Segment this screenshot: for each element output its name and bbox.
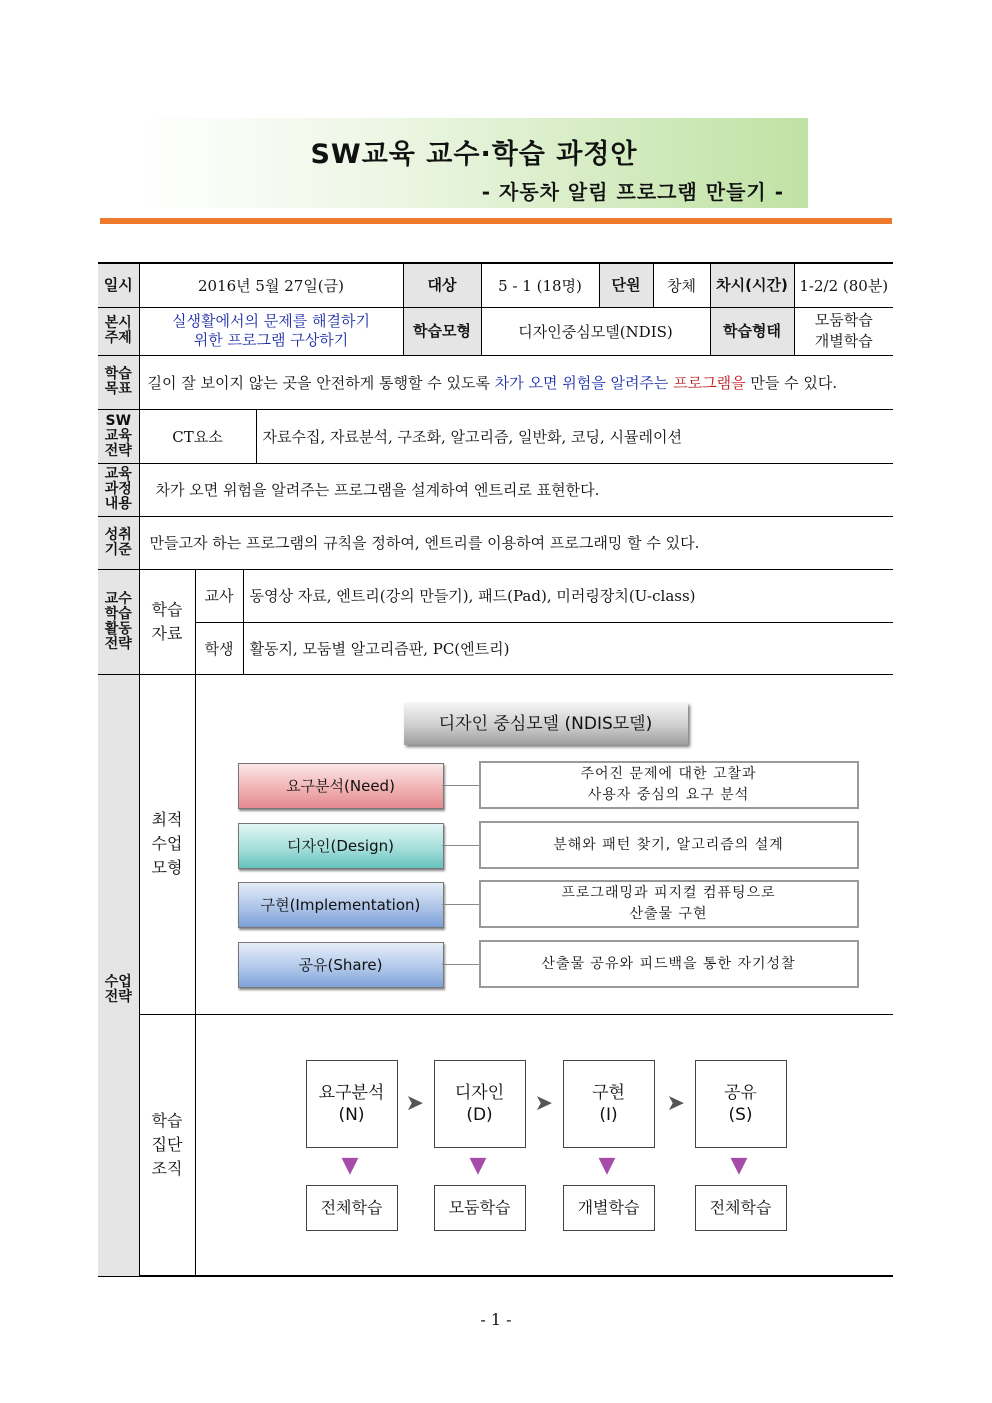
flow-step-share: 공유 (S) bbox=[695, 1060, 787, 1148]
group-type-design: 모둠학습 bbox=[434, 1185, 526, 1231]
teacher-label: 교사 bbox=[195, 569, 243, 622]
group-type-implementation: 개별학습 bbox=[563, 1185, 655, 1231]
period-value: 1-2/2 (80분) bbox=[794, 263, 893, 307]
down-arrow-icon: ▼ bbox=[469, 1152, 487, 1178]
goal-label: 학습 목표 bbox=[98, 355, 139, 409]
teacher-materials: 동영상 자료, 엔트리(강의 만들기), 패드(Pad), 미러링장치(U-class) bbox=[243, 569, 893, 622]
lesson-model-row bbox=[98, 674, 893, 1014]
ndis-title: 디자인 중심모델 (NDIS모델) bbox=[404, 703, 688, 745]
ct-label: CT요소 bbox=[139, 409, 256, 463]
topic-label: 본시 주제 bbox=[98, 307, 139, 355]
criteria-text: 만들고자 하는 프로그램의 규칙을 정하여, 엔트리를 이용하여 프로그래밍 할 수 있다. bbox=[139, 516, 893, 569]
flow-step-need: 요구분석 (N) bbox=[306, 1060, 398, 1148]
goal-text-blue: 차가 오면 위험을 알려주는 bbox=[494, 373, 669, 392]
curriculum-label: 교육 과정 내용 bbox=[98, 463, 139, 516]
learning-group-row bbox=[98, 1014, 893, 1276]
desc-implementation-line-2: 산출물 구현 bbox=[629, 906, 708, 922]
model-label: 학습모형 bbox=[403, 307, 481, 355]
unit-label: 단원 bbox=[599, 263, 653, 307]
ndis-diagram bbox=[196, 675, 894, 1013]
desc-share bbox=[479, 940, 859, 988]
flow-step-implementation: 구현 (I) bbox=[563, 1060, 655, 1148]
right-arrow-icon: ➤ bbox=[666, 1090, 685, 1116]
stage-share: 공유(Share) bbox=[238, 942, 444, 988]
right-arrow-icon: ➤ bbox=[534, 1090, 553, 1116]
desc-need bbox=[479, 761, 859, 809]
desc-share-line-1: 산출물 공유와 피드백을 통한 자기성찰 bbox=[541, 955, 796, 972]
down-arrow-icon: ▼ bbox=[341, 1152, 359, 1178]
sw-strategy-row bbox=[98, 409, 893, 463]
curriculum-row bbox=[98, 463, 893, 516]
topic-value bbox=[139, 307, 403, 355]
unit-value: 창체 bbox=[653, 263, 710, 307]
desc-design-line-1: 분해와 패턴 찾기, 알고리즘의 설계 bbox=[553, 836, 784, 853]
stage-implementation: 구현(Implementation) bbox=[238, 882, 444, 928]
target-value: 5 - 1 (18명) bbox=[481, 263, 599, 307]
form-label: 학습형태 bbox=[710, 307, 794, 355]
curriculum-text: 차가 오면 위험을 알려주는 프로그램을 설계하여 엔트리로 표현한다. bbox=[139, 463, 893, 516]
desc-need-line-1: 주어진 문제에 대한 고찰과 bbox=[580, 766, 757, 782]
sw-strategy-label: SW 교육 전략 bbox=[98, 409, 139, 463]
group-flow-diagram bbox=[196, 1015, 894, 1275]
desc-design bbox=[479, 821, 859, 869]
flow-step-design: 디자인 (D) bbox=[434, 1060, 526, 1148]
ct-value: 자료수집, 자료분석, 구조화, 알고리즘, 일반화, 코딩, 시뮬레이션 bbox=[256, 409, 893, 463]
materials-sublabel: 학습 자료 bbox=[139, 569, 195, 674]
form-value bbox=[794, 307, 893, 355]
ndis-diagram-cell bbox=[195, 674, 893, 1014]
model-sublabel: 최적 수업 모형 bbox=[139, 674, 195, 1014]
right-arrow-icon: ➤ bbox=[405, 1090, 424, 1116]
document-title: SW교육 교수·학습 과정안 bbox=[310, 139, 638, 170]
goal-row bbox=[98, 355, 893, 409]
desc-need-line-2: 사용자 중심의 요구 분석 bbox=[587, 787, 750, 803]
connector-design bbox=[442, 845, 479, 846]
materials-teacher-row bbox=[98, 569, 893, 622]
info-row bbox=[98, 263, 893, 307]
group-type-share: 전체학습 bbox=[695, 1185, 787, 1231]
group-type-need: 전체학습 bbox=[306, 1185, 398, 1231]
desc-implementation bbox=[479, 880, 859, 928]
stage-design: 디자인(Design) bbox=[238, 823, 444, 869]
materials-student-row bbox=[98, 622, 893, 674]
connector-need bbox=[442, 785, 479, 786]
group-flow-cell bbox=[195, 1014, 893, 1276]
materials-label: 교수 학습 활동 전략 bbox=[98, 569, 139, 674]
goal-text bbox=[139, 355, 893, 409]
student-materials: 활동지, 모둠별 알고리즘판, PC(엔트리) bbox=[243, 622, 893, 674]
student-label: 학생 bbox=[195, 622, 243, 674]
header-divider bbox=[100, 218, 892, 224]
group-sublabel: 학습 집단 조직 bbox=[139, 1014, 195, 1276]
document-subtitle: - 자동차 알림 프로그램 만들기 - bbox=[481, 180, 784, 204]
topic-line-2: 위한 프로그램 구상하기 bbox=[193, 331, 349, 349]
title-banner bbox=[140, 118, 808, 208]
period-label: 차시(시간) bbox=[710, 263, 794, 307]
connector-share bbox=[442, 964, 479, 965]
date-label: 일시 bbox=[98, 263, 139, 307]
down-arrow-icon: ▼ bbox=[730, 1152, 748, 1178]
stage-need: 요구분석(Need) bbox=[238, 763, 444, 809]
goal-text-red: 프로그램을 bbox=[673, 373, 746, 392]
form-line-2: 개별학습 bbox=[814, 332, 873, 350]
form-line-1: 모둠학습 bbox=[814, 311, 873, 329]
goal-text-end: 만들 수 있다. bbox=[745, 373, 838, 392]
desc-implementation-line-1: 프로그래밍과 피지컬 컴퓨팅으로 bbox=[561, 885, 776, 901]
target-label: 대상 bbox=[403, 263, 481, 307]
date-value: 2016년 5월 27일(금) bbox=[139, 263, 403, 307]
lesson-plan-table bbox=[98, 262, 893, 1277]
criteria-row bbox=[98, 516, 893, 569]
topic-row bbox=[98, 307, 893, 355]
topic-line-1: 실생활에서의 문제를 해결하기 bbox=[172, 312, 370, 330]
goal-text-plain: 길이 잘 보이지 않는 곳을 안전하게 통행할 수 있도록 bbox=[147, 373, 495, 392]
model-value: 디자인중심모델(NDIS) bbox=[481, 307, 710, 355]
criteria-label: 성취 기준 bbox=[98, 516, 139, 569]
down-arrow-icon: ▼ bbox=[598, 1152, 616, 1178]
connector-implementation bbox=[442, 904, 479, 905]
lesson-strategy-label: 수업 전략 bbox=[98, 674, 139, 1276]
page-number: - 1 - bbox=[480, 1310, 512, 1329]
